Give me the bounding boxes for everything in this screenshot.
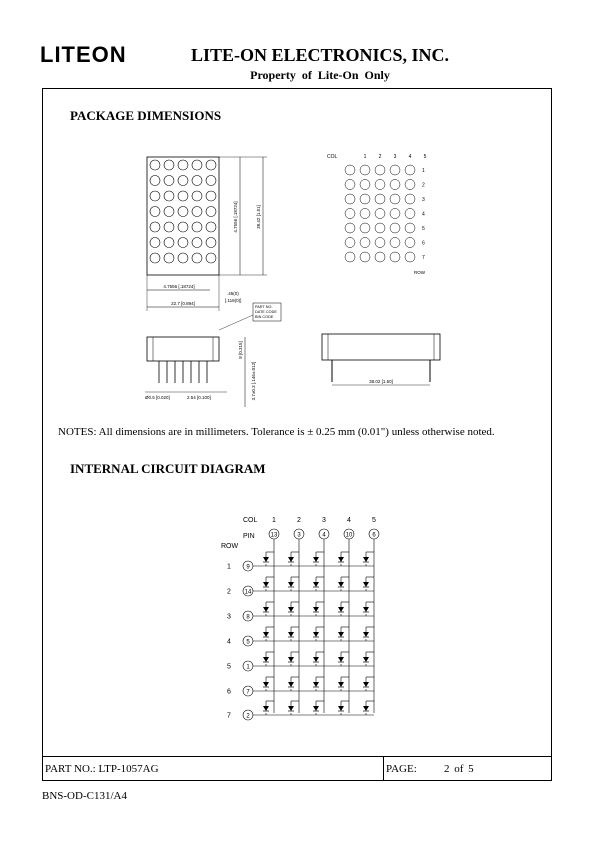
- circuit-col-number: 3: [322, 517, 326, 524]
- led-diode-symbol: [263, 582, 269, 587]
- pinmap-dot: [360, 209, 370, 219]
- circuit-row-number: 1: [227, 563, 231, 571]
- led-diode-symbol: [338, 706, 344, 711]
- pinmap-dot: [405, 165, 415, 175]
- package-dot: [178, 176, 188, 186]
- package-dot: [206, 222, 216, 232]
- package-dot: [192, 253, 202, 263]
- pinmap-dot: [360, 165, 370, 175]
- led-diode-symbol: [288, 632, 294, 637]
- package-dot: [178, 160, 188, 170]
- circuit-row-number: 3: [227, 613, 231, 621]
- package-dot: [164, 222, 174, 232]
- led-diode-symbol: [338, 607, 344, 612]
- led-diode-symbol: [363, 582, 369, 587]
- circuit-col-number: 2: [297, 517, 301, 524]
- package-dot: [178, 207, 188, 217]
- package-dot: [192, 191, 202, 201]
- pinmap-dot: [360, 180, 370, 190]
- pinmap-dot: [345, 209, 355, 219]
- package-dot: [150, 191, 160, 201]
- internal-circuit-diagram: [215, 510, 395, 725]
- circuit-row-number: 6: [227, 688, 231, 696]
- pinmap-row-number: 6: [422, 240, 425, 247]
- led-diode-symbol: [338, 682, 344, 687]
- pinmap-dot: [345, 180, 355, 190]
- pinmap-row-number: 7: [422, 255, 425, 261]
- led-diode-symbol: [263, 557, 269, 562]
- liteon-logo: LITEON: [40, 42, 127, 67]
- pinmap-dot: [375, 209, 385, 219]
- col-pin-number: 10: [345, 532, 353, 539]
- led-diode-symbol: [363, 706, 369, 711]
- dim-pin-len: 3.7±0.3 [.146±.012]: [251, 361, 256, 401]
- pinmap-dot: [405, 209, 415, 219]
- dim-pitch-in: [.118(0)]: [225, 298, 242, 303]
- package-dot: [150, 222, 160, 232]
- led-diode-symbol: [363, 682, 369, 687]
- dim-pitch: .45(0): [227, 291, 239, 296]
- pinmap-dot: [345, 223, 355, 233]
- package-dot: [164, 160, 174, 170]
- pinmap-dot: [360, 223, 370, 233]
- row-pin-number: 8: [246, 614, 250, 621]
- circuit-row-number: 2: [227, 588, 231, 596]
- row-pin-number: 9: [246, 564, 250, 571]
- led-diode-symbol: [338, 557, 344, 562]
- package-front-view: [147, 157, 219, 275]
- package-side-view: [147, 337, 219, 361]
- row-pin-number: 5: [246, 639, 250, 646]
- pinmap-dot: [345, 194, 355, 204]
- package-dot: [206, 160, 216, 170]
- led-diode-symbol: [363, 657, 369, 662]
- pinmap-dot: [390, 209, 400, 219]
- led-diode-symbol: [363, 632, 369, 637]
- package-dot: [206, 253, 216, 263]
- dim-v-total: 38.42 [1.51]: [256, 205, 261, 229]
- pinmap-dot: [390, 180, 400, 190]
- package-dimensions-title: PACKAGE DIMENSIONS: [70, 108, 222, 123]
- led-diode-symbol: [313, 706, 319, 711]
- dim-w-total: 22.7 [0.894]: [171, 301, 195, 306]
- package-dot: [192, 207, 202, 217]
- package-dot: [206, 191, 216, 201]
- led-diode-symbol: [263, 632, 269, 637]
- pinmap-dot: [345, 165, 355, 175]
- package-dot: [178, 191, 188, 201]
- led-diode-symbol: [263, 657, 269, 662]
- pin-map-drawing: [322, 148, 442, 278]
- package-dot: [164, 253, 174, 263]
- package-dot: [164, 191, 174, 201]
- led-diode-symbol: [338, 632, 344, 637]
- led-diode-symbol: [363, 607, 369, 612]
- circuit-pin-label: PIN: [243, 533, 255, 540]
- pinmap-dot: [360, 238, 370, 248]
- pinmap-row-label: ROW: [414, 270, 425, 275]
- led-diode-symbol: [338, 582, 344, 587]
- dim-pin-pitch: 2.54 [0.100]: [187, 395, 211, 400]
- pinmap-col-number: 1: [363, 154, 367, 160]
- pinmap-col-number: 5: [423, 154, 427, 160]
- marking-date-code: DATE CODE: [255, 310, 277, 314]
- dim-h-inner: 4.7556 [.18724]: [163, 284, 195, 289]
- page-number: 2 of 5: [444, 763, 474, 775]
- led-diode-symbol: [288, 657, 294, 662]
- package-dot: [192, 176, 202, 186]
- pinmap-dot: [390, 252, 400, 262]
- row-pin-number: 2: [246, 713, 250, 720]
- notes-text: NOTES: All dimensions are in millimeters. Tolerance is ± 0.25 mm (0.01") unless otherwise noted.: [58, 426, 495, 438]
- row-pin-number: 14: [244, 589, 252, 596]
- marking-bin-code: BIN CODE: [255, 315, 274, 319]
- package-dot: [206, 207, 216, 217]
- pinmap-dot: [390, 223, 400, 233]
- dot-grid: [150, 160, 216, 263]
- pinmap-dot: [390, 165, 400, 175]
- circuit-col-number: 5: [372, 517, 376, 524]
- package-outline-drawing: [115, 145, 295, 415]
- pinmap-dot: [405, 223, 415, 233]
- property-notice: Property of Lite-On Only: [250, 68, 390, 82]
- col-pin-number: 4: [322, 532, 326, 539]
- pinmap-row-number: 5: [422, 226, 425, 232]
- package-end-view: [322, 334, 440, 360]
- row-pin-number: 1: [246, 664, 250, 671]
- led-diode-symbol: [363, 557, 369, 562]
- led-diode-symbol: [313, 632, 319, 637]
- pinmap-row-number: 1: [422, 168, 425, 174]
- pinmap-dot: [345, 238, 355, 248]
- dim-height: 8 [0.315]: [238, 341, 243, 359]
- part-number: PART NO.: LTP-1057AG: [45, 763, 159, 775]
- pinmap-dot: [375, 223, 385, 233]
- led-diode-symbol: [313, 582, 319, 587]
- pinmap-dot: [405, 194, 415, 204]
- led-diode-symbol: [313, 657, 319, 662]
- led-diode-symbol: [288, 557, 294, 562]
- circuit-row-number: 5: [227, 663, 231, 671]
- dim-side-width: 38.02 [1.50]: [369, 379, 393, 384]
- circuit-col-label: COL: [243, 517, 258, 524]
- package-dot: [206, 238, 216, 248]
- document-id: BNS-OD-C131/A4: [42, 790, 127, 802]
- footer-divider: [383, 756, 384, 781]
- package-dot: [206, 176, 216, 186]
- pinmap-dot: [390, 194, 400, 204]
- package-dot: [178, 222, 188, 232]
- led-diode-symbol: [263, 607, 269, 612]
- col-pin-number: 3: [297, 532, 301, 539]
- led-diode-symbol: [288, 682, 294, 687]
- row-pin-number: 7: [246, 689, 250, 696]
- led-diode-symbol: [288, 607, 294, 612]
- col-pin-number: 6: [372, 532, 376, 539]
- pinmap-dot: [345, 252, 355, 262]
- led-diode-symbol: [313, 607, 319, 612]
- internal-circuit-title: INTERNAL CIRCUIT DIAGRAM: [70, 461, 266, 476]
- led-diode-symbol: [263, 682, 269, 687]
- pinmap-dot: [390, 238, 400, 248]
- circuit-row-label: ROW: [221, 543, 239, 550]
- package-dot: [150, 176, 160, 186]
- package-dot: [178, 253, 188, 263]
- pinmap-dot: [360, 194, 370, 204]
- package-dot: [192, 160, 202, 170]
- pinmap-dot: [405, 180, 415, 190]
- package-dot: [192, 238, 202, 248]
- pinmap-dot: [405, 238, 415, 248]
- pinmap-row-number: 4: [422, 211, 425, 218]
- circuit-row-number: 7: [227, 712, 231, 720]
- led-diode-symbol: [313, 557, 319, 562]
- led-diode-symbol: [313, 682, 319, 687]
- pinmap-dot: [375, 180, 385, 190]
- pinmap-dot: [375, 252, 385, 262]
- pinmap-col-number: 2: [378, 154, 382, 160]
- pinmap-dot: [375, 194, 385, 204]
- dim-pin-dia: Ø0.5 [0.020]: [145, 395, 170, 400]
- pinmap-dot: [360, 252, 370, 262]
- pinmap-row-number: 3: [422, 197, 425, 203]
- pinmap-row-number: 2: [422, 182, 425, 189]
- package-dot: [150, 207, 160, 217]
- circuit-row-number: 4: [227, 638, 231, 646]
- package-dot: [150, 253, 160, 263]
- pinmap-dot: [375, 238, 385, 248]
- circuit-col-number: 4: [347, 517, 351, 524]
- package-dot: [178, 238, 188, 248]
- dim-v-inner: 4.7556 [.18724]: [233, 201, 238, 233]
- pinmap-dot: [375, 165, 385, 175]
- col-pin-number: 13: [270, 532, 278, 539]
- pinmap-col-number: 3: [393, 154, 397, 160]
- package-dot: [150, 238, 160, 248]
- pinmap-col-label: COL: [327, 154, 338, 160]
- package-dot: [150, 160, 160, 170]
- led-diode-symbol: [288, 706, 294, 711]
- package-dot: [164, 176, 174, 186]
- package-end-view-drawing: [318, 330, 448, 390]
- circuit-col-number: 1: [272, 517, 276, 524]
- pinmap-col-number: 4: [408, 154, 412, 160]
- pinmap-dot: [405, 252, 415, 262]
- package-dot: [164, 238, 174, 248]
- led-diode-symbol: [338, 657, 344, 662]
- package-dot: [164, 207, 174, 217]
- package-dot: [192, 222, 202, 232]
- company-name: LITE-ON ELECTRONICS, INC.: [190, 45, 450, 65]
- marking-part-no: PART NO.: [255, 305, 273, 309]
- page-label: PAGE:: [386, 763, 417, 775]
- led-diode-symbol: [288, 582, 294, 587]
- led-diode-symbol: [263, 706, 269, 711]
